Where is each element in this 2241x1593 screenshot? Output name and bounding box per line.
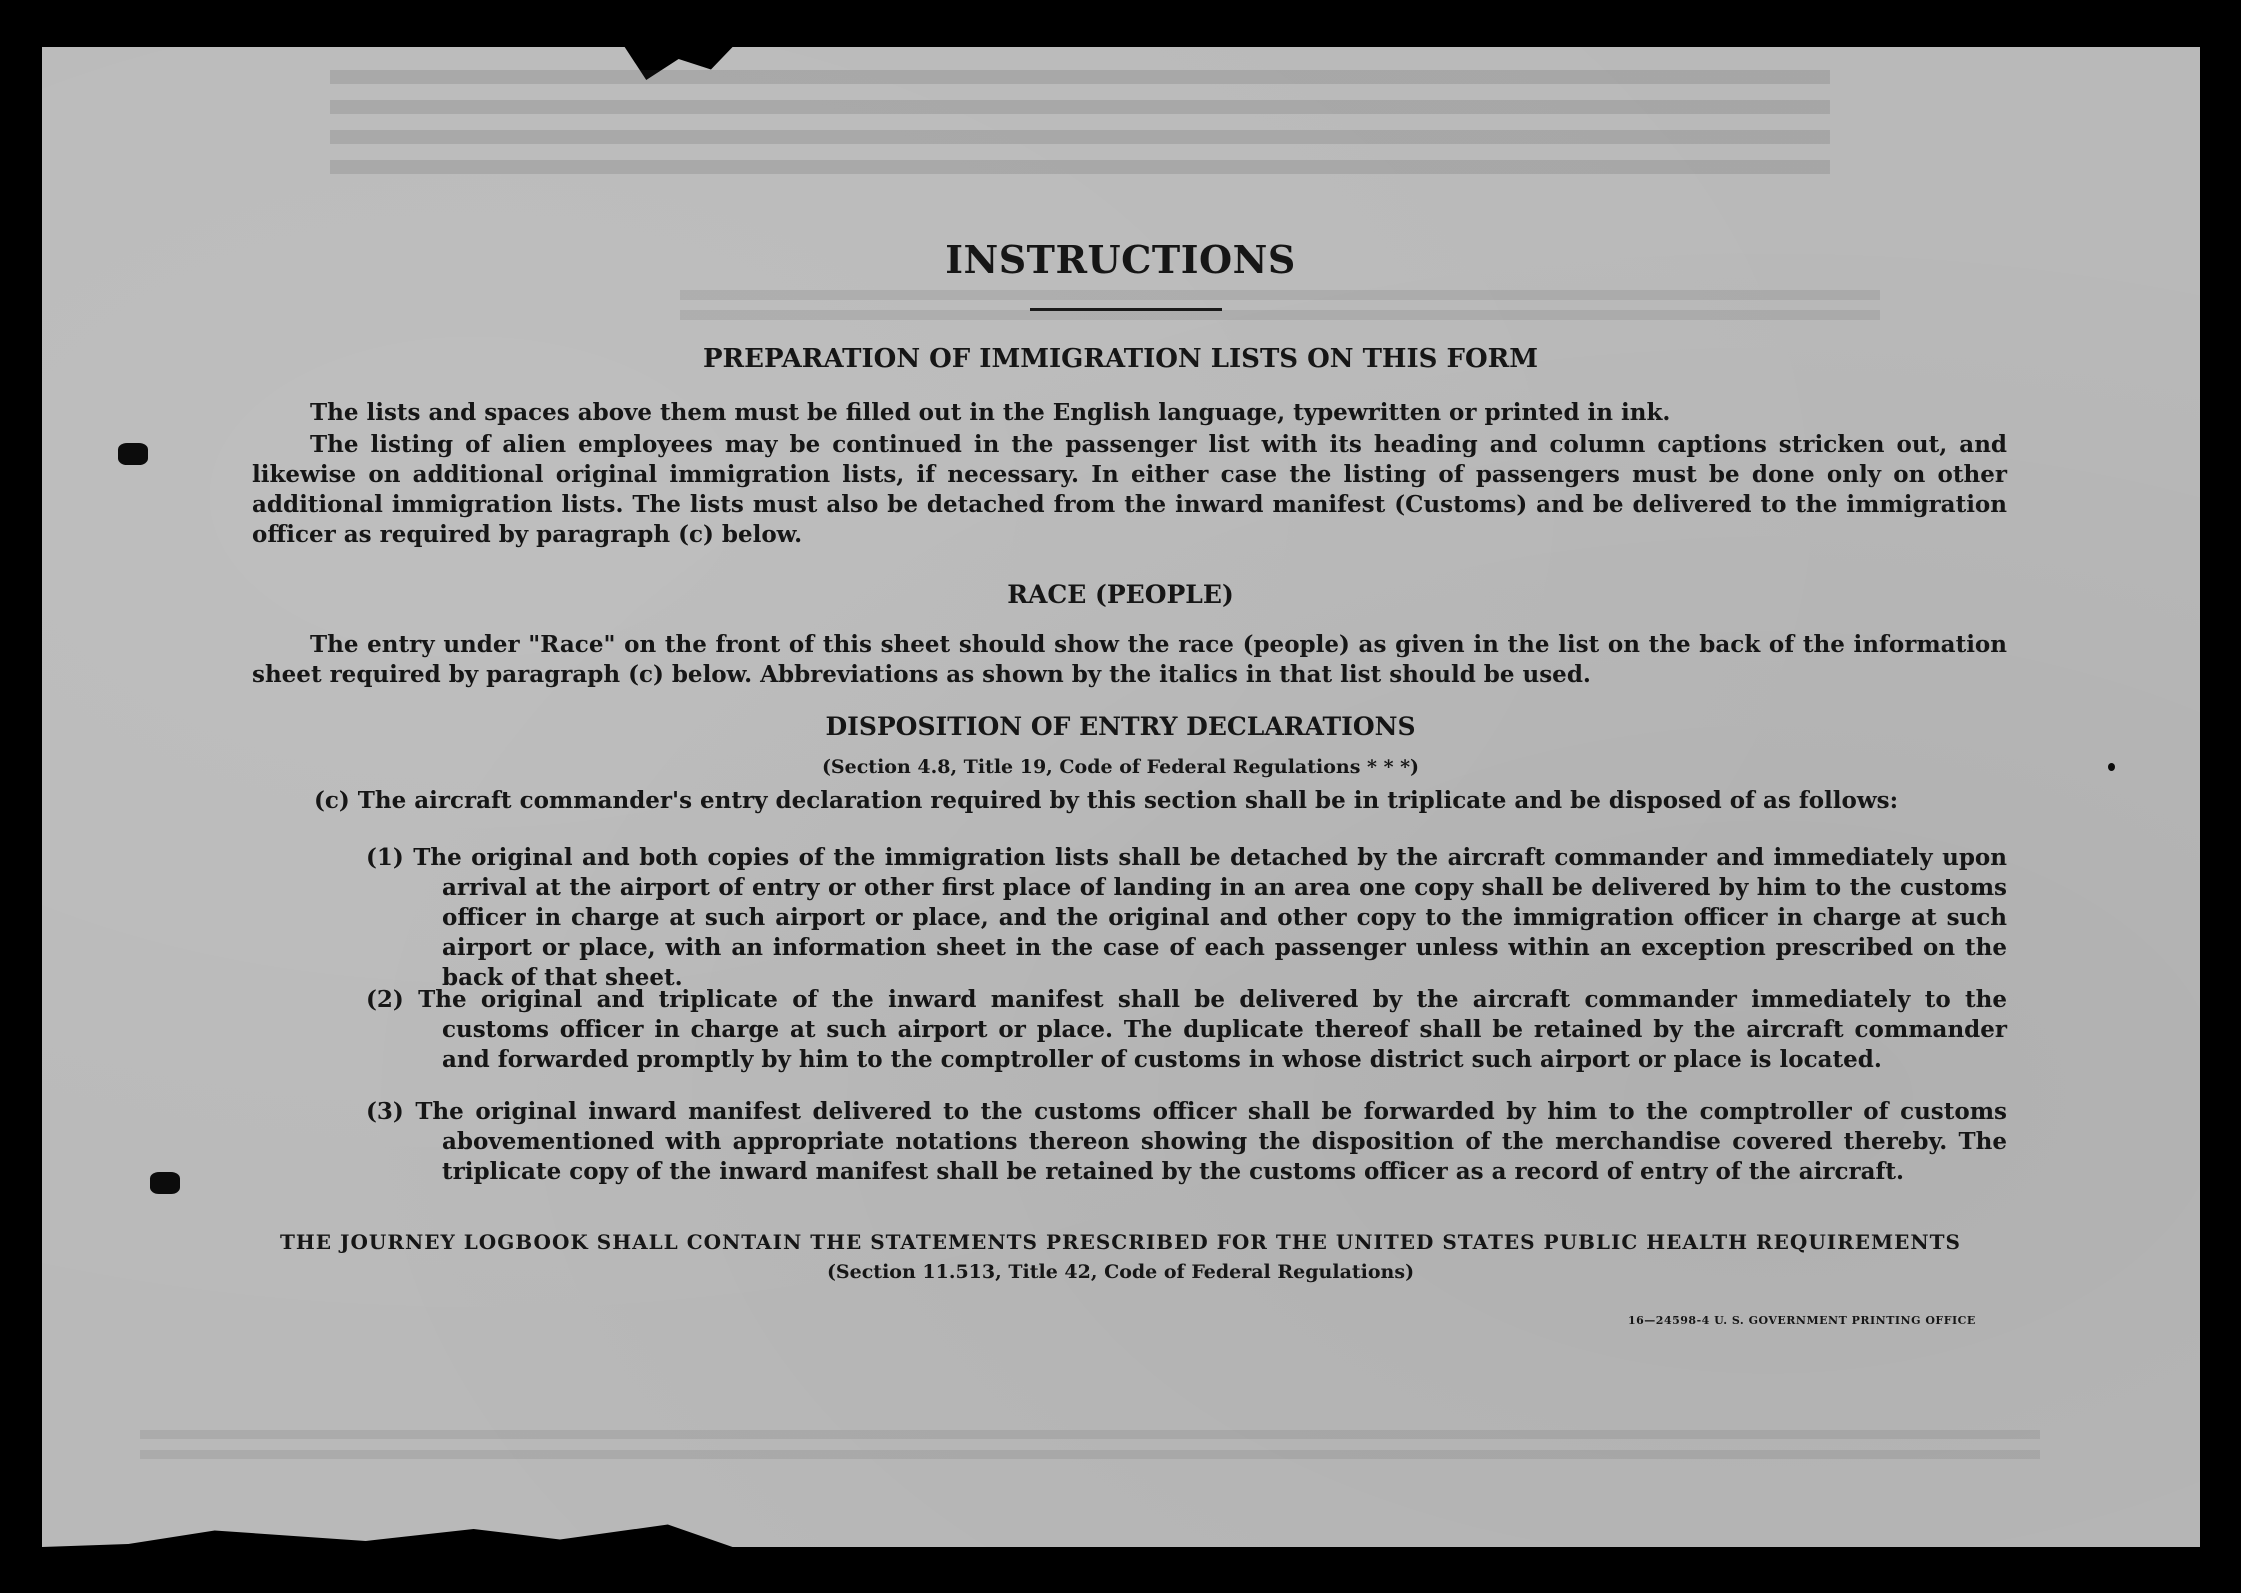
title-underline <box>1030 308 1222 311</box>
list-item-3: (3) The original inward manifest delivered to the customs officer shall be forwarded by him to the comptroller of customs abovementioned with appropriate notations thereon showing the disposition of the merchandise covered thereby. The triplicate copy of the inward manifest shall be retained by the customs officer as a record of entry of the aircraft. <box>366 1098 2007 1185</box>
footer-citation: (Section 11.513, Title 42, Code of Federal Regulations) <box>826 1261 1415 1283</box>
footer-notice: THE JOURNEY LOGBOOK SHALL CONTAIN THE STATEMENTS PRESCRIBED FOR THE UNITED STATES PUBLIC HEALTH REQUIREMENTS <box>280 1230 1961 1254</box>
section-subheading-citation: (Section 4.8, Title 19, Code of Federal Regulations * * *) <box>821 756 1420 778</box>
ink-blot <box>150 1172 180 1194</box>
page-title: INSTRUCTIONS <box>945 237 1296 282</box>
printing-office-code: 16—24598-4 U. S. GOVERNMENT PRINTING OFFICE <box>1628 1314 1976 1327</box>
bleed-through-text-bottom <box>140 1430 2040 1470</box>
list-item-2: (2) The original and triplicate of the inward manifest shall be delivered by the aircraft commander immediately to the customs officer in charge at such airport or place. The duplicate thereof shall be retained by the aircraft commander and forwarded promptly by him to the comptroller of customs in whose district such airport or place is located. <box>366 986 2007 1073</box>
ink-blot <box>118 443 148 465</box>
section-heading-preparation: PREPARATION OF IMMIGRATION LISTS ON THIS FORM <box>703 344 1538 374</box>
paragraph-language: The lists and spaces above them must be filled out in the English language, typewritten or printed in ink. <box>310 399 1671 426</box>
paragraph-alien-employees: The listing of alien employees may be continued in the passenger list with its heading and column captions stricken out, and likewise on additional original immigration lists, if necessary. In either case the listing of passengers must be done only on other additional immigration lists. The lists must also be detached from the inward manifest (Customs) and be delivered to the immigration officer as required by paragraph (c) below. <box>252 431 2007 548</box>
section-heading-disposition: DISPOSITION OF ENTRY DECLARATIONS <box>825 712 1416 741</box>
paragraph-c-intro: (c) The aircraft commander's entry declaration required by this section shall be in triplicate and be disposed of as follows: <box>314 787 1899 814</box>
bleed-through-text-mid <box>680 290 1880 330</box>
paragraph-race: The entry under "Race" on the front of this sheet should show the race (people) as given in the list on the back of the information sheet required by paragraph (c) below. Abbreviations as shown by the italics in that list should be used. <box>252 631 2007 688</box>
list-item-1: (1) The original and both copies of the immigration lists shall be detached by the aircraft commander and immediately upon arrival at the airport of entry or other first place of landing in an area one copy shall be delivered by him to the customs officer in charge at such airport or place, and the original and other copy to the immigration officer in charge at such airport or place, with an information sheet in the case of each passenger unless within an exception prescribed on the back of that sheet. <box>366 844 2007 991</box>
bleed-through-text-top <box>330 70 1830 190</box>
section-heading-race: RACE (PEOPLE) <box>1007 580 1234 609</box>
